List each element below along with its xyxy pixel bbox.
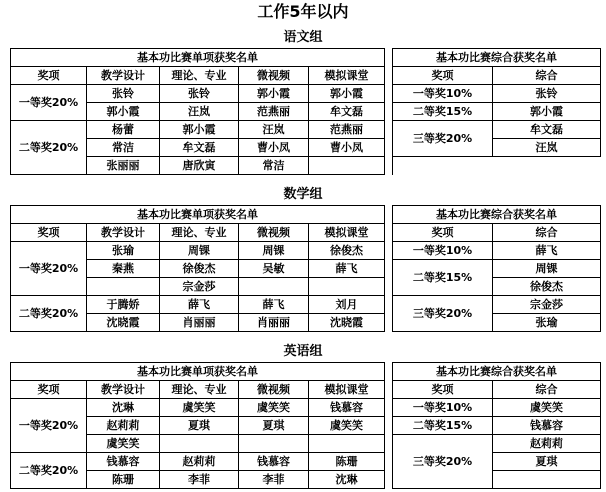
table-cell: 张丽丽	[87, 157, 160, 175]
table-row	[11, 157, 601, 175]
table-cell: 徐俊杰	[160, 260, 239, 278]
table-cell: 陈珊	[87, 471, 160, 489]
table-cell: 夏琪	[239, 417, 309, 435]
table-cell: 于腾娇	[87, 296, 160, 314]
table-cell: 虞笑笑	[160, 399, 239, 417]
prize-label: 二等奖15%	[393, 260, 493, 296]
table-cell: 张铃	[493, 85, 601, 103]
table-cell: 张瑜	[87, 242, 160, 260]
table-cell: 钱慕容	[239, 453, 309, 471]
table-cell: 范燕丽	[239, 103, 309, 121]
table-cell	[239, 278, 309, 296]
table-row	[11, 381, 601, 399]
table-row	[11, 314, 601, 332]
table-cell: 肖丽丽	[160, 314, 239, 332]
header-combined-col: 综合	[493, 67, 601, 85]
prize-label: 一等奖20%	[11, 85, 87, 121]
table-cell: 张铃	[160, 85, 239, 103]
header-design: 教学设计	[87, 67, 160, 85]
table-row	[11, 85, 601, 103]
table-cell	[309, 157, 385, 175]
table-cell: 夏琪	[160, 417, 239, 435]
header-micro: 微视频	[239, 67, 309, 85]
table-cell: 牟文磊	[160, 139, 239, 157]
table-row	[11, 453, 601, 471]
table-cell: 钱慕容	[493, 417, 601, 435]
header-theory: 理论、专业	[160, 224, 239, 242]
table-row	[11, 49, 601, 67]
table-cell: 薛飞	[309, 260, 385, 278]
table-cell: 牟文磊	[493, 121, 601, 139]
table-cell: 周锞	[493, 260, 601, 278]
header-mock: 模拟课堂	[309, 67, 385, 85]
header-combined-col: 综合	[493, 381, 601, 399]
table-cell	[239, 435, 309, 453]
table-cell: 牟文磊	[309, 103, 385, 121]
header-award: 奖项	[393, 224, 493, 242]
table-cell: 周锞	[160, 242, 239, 260]
table-cell: 薛飞	[239, 296, 309, 314]
table-cell	[160, 435, 239, 453]
table-cell	[493, 471, 601, 489]
table-cell: 汪岚	[493, 139, 601, 157]
table-cell	[309, 278, 385, 296]
prize-label: 三等奖20%	[393, 296, 493, 332]
table-cell: 徐俊杰	[309, 242, 385, 260]
table-cell: 周锞	[239, 242, 309, 260]
table-row	[11, 206, 601, 224]
table-cell: 张铃	[87, 85, 160, 103]
table-cell: 钱慕容	[87, 453, 160, 471]
table-cell: 沈晓霞	[309, 314, 385, 332]
table-cell: 李菲	[160, 471, 239, 489]
table-row	[11, 471, 601, 489]
table-cell: 徐俊杰	[493, 278, 601, 296]
table-cell: 薛飞	[493, 242, 601, 260]
prize-label: 一等奖10%	[393, 242, 493, 260]
prize-label: 二等奖20%	[11, 296, 87, 332]
header-single: 基本功比赛单项获奖名单	[11, 363, 385, 381]
table-cell	[309, 435, 385, 453]
table-cell: 虞笑笑	[493, 399, 601, 417]
header-design: 教学设计	[87, 381, 160, 399]
header-combined: 基本功比赛综合获奖名单	[393, 363, 601, 381]
table-cell: 郭小霞	[493, 103, 601, 121]
table-cell: 张瑜	[493, 314, 601, 332]
table-cell: 肖丽丽	[239, 314, 309, 332]
table-row	[11, 260, 601, 278]
prize-label: 三等奖20%	[393, 435, 493, 489]
group-title-math: 数学组	[283, 187, 323, 202]
prize-label: 二等奖15%	[393, 103, 493, 121]
prize-label: 一等奖20%	[11, 242, 87, 296]
table-cell: 夏琪	[493, 453, 601, 471]
table-cell: 钱慕容	[309, 399, 385, 417]
table-row	[11, 363, 601, 381]
table-cell: 沈琳	[87, 399, 160, 417]
table-row	[11, 139, 601, 157]
table-cell: 李菲	[239, 471, 309, 489]
english-award-table	[10, 362, 601, 489]
table-cell: 宗金莎	[160, 278, 239, 296]
table-row	[11, 103, 601, 121]
table-row	[11, 399, 601, 417]
table-cell: 郭小霞	[87, 103, 160, 121]
header-micro: 微视频	[239, 224, 309, 242]
header-award: 奖项	[11, 224, 87, 242]
table-cell: 刘月	[309, 296, 385, 314]
table-cell: 吴敏	[239, 260, 309, 278]
table-cell: 郭小霞	[239, 85, 309, 103]
prize-label: 一等奖20%	[11, 399, 87, 453]
table-cell: 常洁	[239, 157, 309, 175]
table-cell: 虞笑笑	[87, 435, 160, 453]
header-award: 奖项	[393, 381, 493, 399]
table-cell	[87, 278, 160, 296]
math-award-table	[10, 205, 601, 332]
header-single: 基本功比赛单项获奖名单	[11, 206, 385, 224]
table-cell: 范燕丽	[309, 121, 385, 139]
prize-label: 二等奖20%	[11, 121, 87, 175]
table-cell: 秦燕	[87, 260, 160, 278]
header-combined: 基本功比赛综合获奖名单	[393, 49, 601, 67]
header-mock: 模拟课堂	[309, 224, 385, 242]
prize-label: 一等奖10%	[393, 85, 493, 103]
table-row	[11, 435, 601, 453]
table-cell: 郭小霞	[160, 121, 239, 139]
header-mock: 模拟课堂	[309, 381, 385, 399]
table-cell: 曹小凤	[239, 139, 309, 157]
table-cell: 陈珊	[309, 453, 385, 471]
table-cell: 薛飞	[160, 296, 239, 314]
prize-label: 二等奖15%	[393, 417, 493, 435]
table-cell: 宗金莎	[493, 296, 601, 314]
table-cell: 虞笑笑	[239, 399, 309, 417]
table-cell: 沈晓霞	[87, 314, 160, 332]
table-row	[11, 242, 601, 260]
prize-label: 一等奖10%	[393, 399, 493, 417]
chinese-award-table	[10, 48, 601, 175]
header-design: 教学设计	[87, 224, 160, 242]
table-row	[11, 417, 601, 435]
table-cell: 汪岚	[239, 121, 309, 139]
header-micro: 微视频	[239, 381, 309, 399]
group-title-english: 英语组	[283, 344, 323, 359]
table-cell: 曹小凤	[309, 139, 385, 157]
header-single: 基本功比赛单项获奖名单	[11, 49, 385, 67]
table-cell: 沈琳	[309, 471, 385, 489]
table-cell: 赵莉莉	[87, 417, 160, 435]
table-cell: 杨蕾	[87, 121, 160, 139]
group-title-chinese: 语文组	[283, 30, 323, 45]
header-theory: 理论、专业	[160, 381, 239, 399]
header-theory: 理论、专业	[160, 67, 239, 85]
prize-label: 二等奖20%	[11, 453, 87, 489]
header-award: 奖项	[11, 67, 87, 85]
header-combined-col: 综合	[493, 224, 601, 242]
table-cell: 虞笑笑	[309, 417, 385, 435]
header-combined: 基本功比赛综合获奖名单	[393, 206, 601, 224]
table-cell: 郭小霞	[309, 85, 385, 103]
page-title: 工作5年以内	[257, 2, 349, 21]
prize-label: 三等奖20%	[393, 121, 493, 157]
table-cell: 常洁	[87, 139, 160, 157]
table-row	[11, 121, 601, 139]
header-award: 奖项	[393, 67, 493, 85]
table-row	[11, 296, 601, 314]
table-cell: 汪岚	[160, 103, 239, 121]
table-row	[11, 278, 601, 296]
table-row	[11, 67, 601, 85]
table-row	[11, 224, 601, 242]
header-award: 奖项	[11, 381, 87, 399]
table-cell: 赵莉莉	[160, 453, 239, 471]
table-cell: 唐欣寅	[160, 157, 239, 175]
table-cell: 赵莉莉	[493, 435, 601, 453]
